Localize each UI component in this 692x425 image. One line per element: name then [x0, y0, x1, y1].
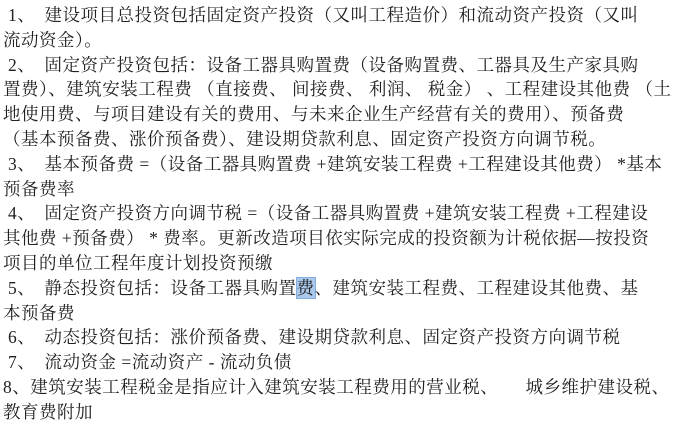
text-selection-highlight: 费 [296, 277, 315, 298]
text-line-5: 地使用费、与项目建设有关的费用、与未来企业生产经营有关的费用）、预备费 [3, 104, 625, 125]
text-line-14: 6、 动态投资包括：涨价预备费、建设期贷款利息、固定资产投资方向调节税 [8, 327, 621, 348]
text-line-13: 本预备费 [3, 302, 75, 323]
text-line-2: 流动资金）。 [3, 29, 103, 50]
text-line-11: 项目的单位工程年度计划投资预缴 [3, 252, 273, 273]
text-line-7: 3、 基本预备费 =（设备工器具购置费 +建筑安装工程费 +工程建设其他费） *基本 [8, 153, 663, 174]
text-line-17: 教育费附加 [3, 401, 93, 422]
text-line-16: 8、建筑安装工程税金是指应计入建筑安装工程费用的营业税、 城乡维护建设税、 [3, 376, 670, 397]
text-line-6: （基本预备费、涨价预备费）、建设期贷款利息、固定资产投资方向调节税。 [3, 128, 607, 149]
text-line-3: 2、 固定资产投资包括：设备工器具购置费（设备购置费、工器具及生产家具购 [8, 54, 639, 75]
text-line-15: 7、 流动资金 =流动资产 - 流动负债 [8, 352, 292, 373]
text-line-12 [3, 276, 692, 301]
text-before-selection: 5、 静态投资包括：设备工器具购置 [8, 277, 297, 298]
text-line-4: 置费）、建筑安装工程费 （直接费、 间接费、 利润、 税金） 、工程建设其他费 （土 [3, 79, 672, 100]
text-line-10: 其他费 +预备费） * 费率。更新改造项目依实际完成的投资额为计税依据—按投资 [3, 228, 650, 249]
text-line-8: 预备费率 [3, 178, 75, 199]
text-after-selection: 、建筑安装工程费、工程建设其他费、基 [314, 277, 639, 298]
text-line-1: 1、 建设项目总投资包括固定资产投资（又叫工程造价）和流动资产投资（又叫 [8, 5, 639, 25]
text-line-9: 4、 固定资产投资方向调节税 =（设备工器具购置费 +建筑安装工程费 +工程建设 [8, 203, 649, 224]
